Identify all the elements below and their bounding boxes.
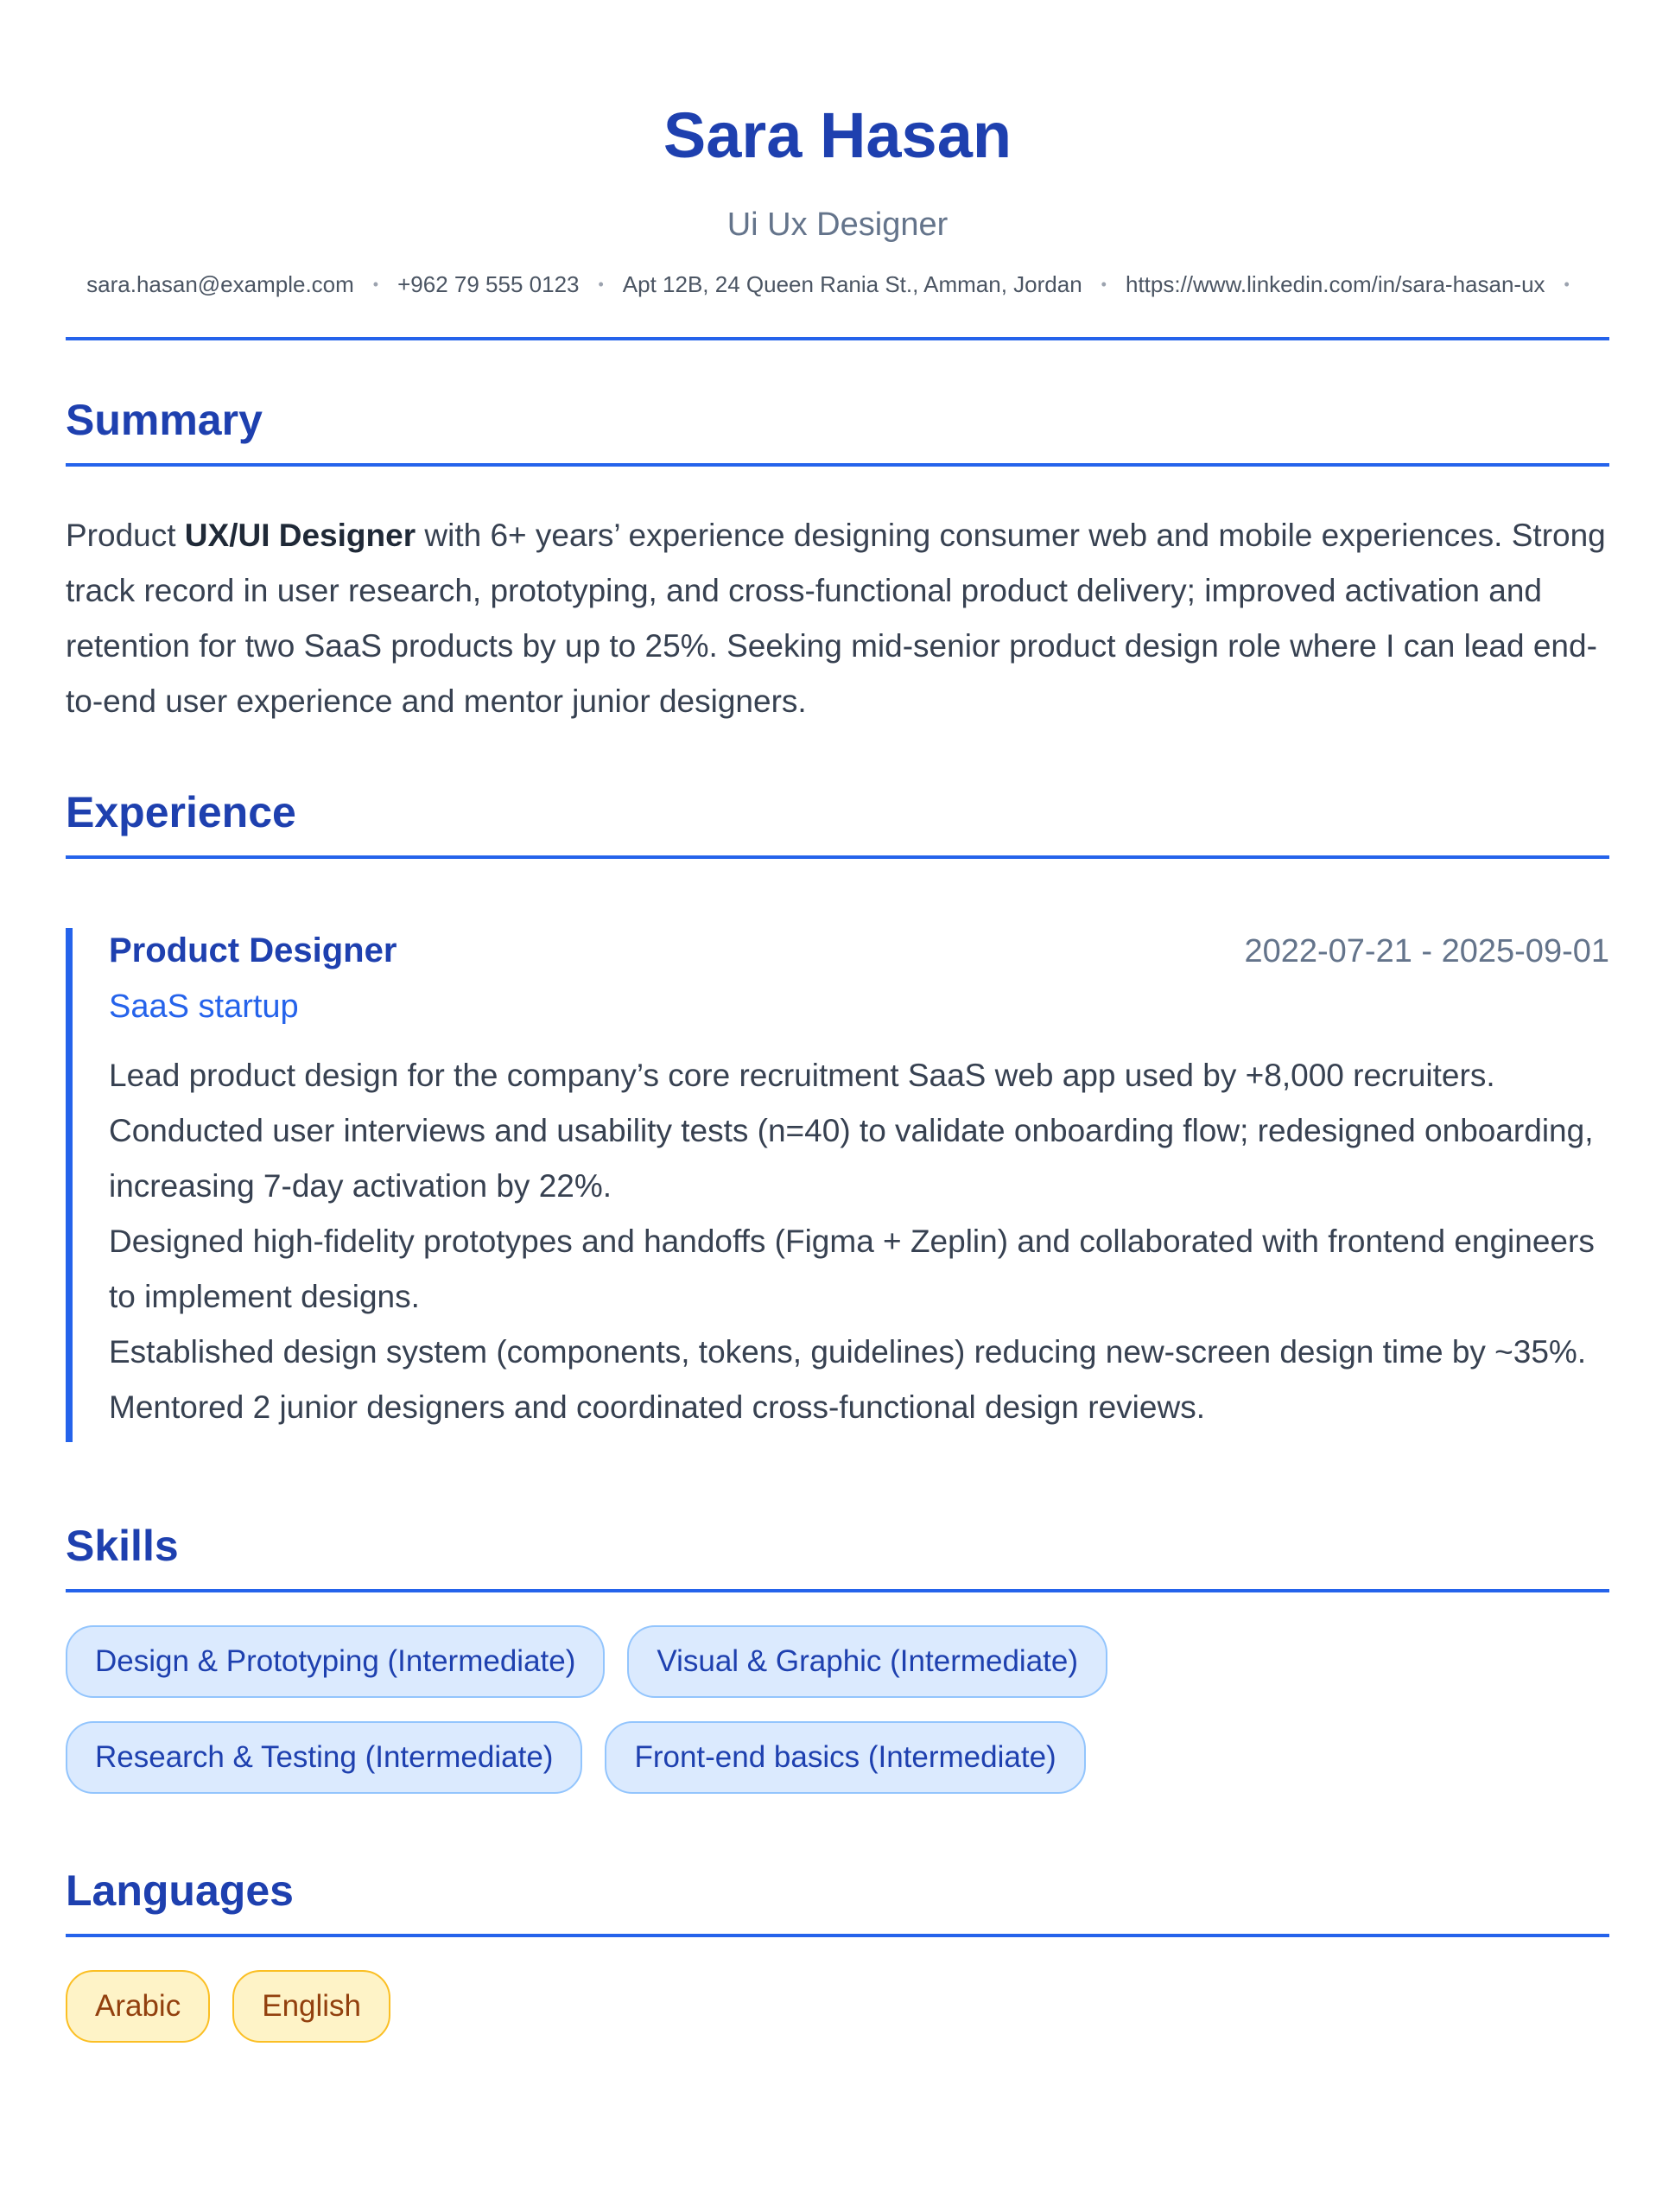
summary-heading: Summary xyxy=(66,396,263,444)
job-description-line: Mentored 2 junior designers and coordinated cross-functional design reviews. xyxy=(109,1389,1205,1425)
job-header xyxy=(109,928,1609,974)
experience-divider xyxy=(66,855,1609,859)
candidate-name: Sara Hasan xyxy=(663,99,1012,171)
candidate-title: Ui Ux Designer xyxy=(726,207,949,243)
job-description xyxy=(109,1048,1609,1435)
languages-divider xyxy=(66,1934,1609,1937)
skill-chip: Design & Prototyping (Intermediate) xyxy=(66,1625,605,1698)
contact-separator: • xyxy=(598,276,604,293)
languages-section xyxy=(66,1865,1609,2043)
summary-section xyxy=(66,394,1609,729)
skill-chip: Front-end basics (Intermediate) xyxy=(605,1721,1085,1794)
contact-address: Apt 12B, 24 Queen Rania St., Amman, Jordan xyxy=(622,271,1082,297)
header-divider xyxy=(66,337,1609,340)
job-dates: 2022-07-21 - 2025-09-01 xyxy=(1244,933,1609,969)
language-chip: Arabic xyxy=(66,1970,210,2043)
skills-heading: Skills xyxy=(66,1522,179,1570)
summary-prefix: Product xyxy=(66,518,185,553)
summary-body: with 6+ years’ experience designing consumer web and mobile experiences. Strong track record in user research, prototyping, and cross-functional product delivery; improved activation and retention for two SaaS products by up to 25%. Seeking mid-senior product design role where I can lead end-to-end user experience and mentor junior designers. xyxy=(66,518,1606,719)
contact-separator: • xyxy=(1101,276,1107,293)
resume-header xyxy=(66,0,1609,340)
language-chip: English xyxy=(232,1970,390,2043)
skill-chip: Research & Testing (Intermediate) xyxy=(66,1721,582,1794)
job-title: Product Designer xyxy=(109,931,397,969)
job-description-line: Conducted user interviews and usability tests (n=40) to validate onboarding flow; redesigned onboarding, increasing 7-day activation by 22%. xyxy=(109,1113,1594,1204)
experience-section xyxy=(66,786,1609,1442)
contact-linkedin[interactable]: https://www.linkedin.com/in/sara-hasan-ux xyxy=(1125,271,1545,297)
job-entry xyxy=(66,928,1609,1442)
skills-section xyxy=(66,1520,1609,1794)
skill-chip: Visual & Graphic (Intermediate) xyxy=(627,1625,1107,1698)
contact-phone[interactable]: +962 79 555 0123 xyxy=(397,271,580,297)
job-description-line: Designed high-fidelity prototypes and handoffs (Figma + Zeplin) and collaborated with frontend engineers to implement designs. xyxy=(109,1224,1595,1314)
languages-heading: Languages xyxy=(66,1866,294,1915)
skills-list xyxy=(66,1625,1137,1794)
contact-separator: • xyxy=(1564,276,1570,293)
experience-heading: Experience xyxy=(66,788,296,836)
summary-role-highlight: UX/UI Designer xyxy=(184,518,416,553)
languages-list xyxy=(66,1970,1137,2043)
job-company: SaaS startup xyxy=(109,988,299,1025)
contact-separator: • xyxy=(372,276,379,293)
job-description-line: Lead product design for the company’s core recruitment SaaS web app used by +8,000 recruiters. xyxy=(109,1058,1495,1093)
summary-divider xyxy=(66,463,1609,467)
contact-line xyxy=(66,270,1609,299)
skills-divider xyxy=(66,1589,1609,1592)
job-description-line: Established design system (components, tokens, guidelines) reducing new-screen design time by ~35%. xyxy=(109,1334,1587,1370)
contact-email[interactable]: sara.hasan@example.com xyxy=(86,271,354,297)
summary-text xyxy=(66,508,1609,729)
